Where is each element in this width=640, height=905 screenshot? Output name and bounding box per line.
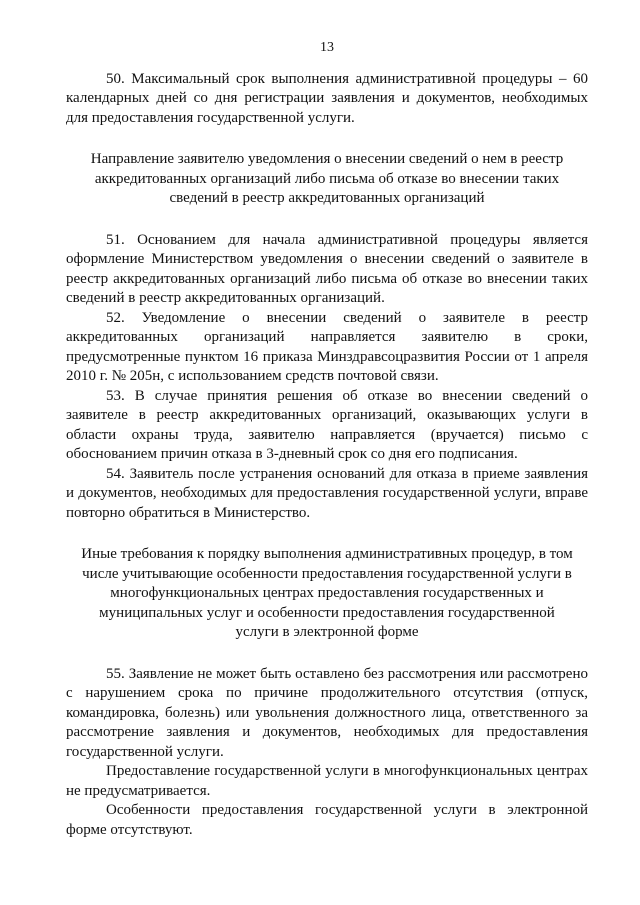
paragraph-54: 54. Заявитель после устранения оснований для отказа в приеме заявления и документов, необходимых для предоставления государственной услуги, вправе повторно обратиться в Министерство. [66,465,588,521]
spacer [66,523,588,545]
paragraph-52: 52. Уведомление о внесении сведений о заявителе в реестр аккредитованных организаций направляется заявителю в сроки, предусмотренные пунктом 16 приказа Минздравсоцразвития России от 1 апреля 2010 г. № 205н, с использованием средств почтовой связи. [66,309,588,384]
spacer [66,128,588,150]
paragraph-electronic: Особенности предоставления государственной услуги в электронной форме отсутствуют. [66,802,588,838]
paragraph-mfc: Предоставление государственной услуги в многофункциональных центрах не предусматривается. [66,763,588,799]
section-heading-notification: Направление заявителю уведомления о внесении сведений о нем в реестр аккредитованных организаций либо письма об отказе во внесении таких сведений в реестр аккредитованных организаций [90,151,564,206]
paragraph-51: 51. Основанием для начала административной процедуры является оформление Министерством уведомления о внесении сведений о заявителе в реестр аккредитованных организаций либо письма об отказе во внесении таких сведений в реестр аккредитованных организаций. [66,231,588,306]
section-heading-other-requirements: Иные требования к порядку выполнения административных процедур, в том числе учитывающие особенности предоставления государственной услуги в многофункциональных центрах предоставления государственных и муниципальных услуг и особенности предоставления государственной услуги в электронной форме [81,546,573,640]
paragraph-55: 55. Заявление не может быть оставлено без рассмотрения или рассмотрено с нарушением срока по причине продолжительного отсутствия (отпуск, командировка, болезнь) или увольнения должностного лица, ответственного за рассмотрение заявления и документов, необходимых для предоставления государственной услуги. [66,665,588,760]
page-number: 13 [320,40,334,55]
spacer [66,643,588,665]
spacer [66,209,588,231]
paragraph-50: 50. Максимальный срок выполнения административной процедуры – 60 календарных дней со дня регистрации заявления и документов, необходимых для предоставления государственной услуги. [66,70,588,126]
paragraph-53: 53. В случае принятия решения об отказе во внесении сведений о заявителе в реестр аккредитованных организаций, оказывающих услуги в области охраны труда, заявителю направляется (вручается) письмо с обоснованием причин отказа в 3-дневный срок со дня его подписания. [66,387,588,462]
